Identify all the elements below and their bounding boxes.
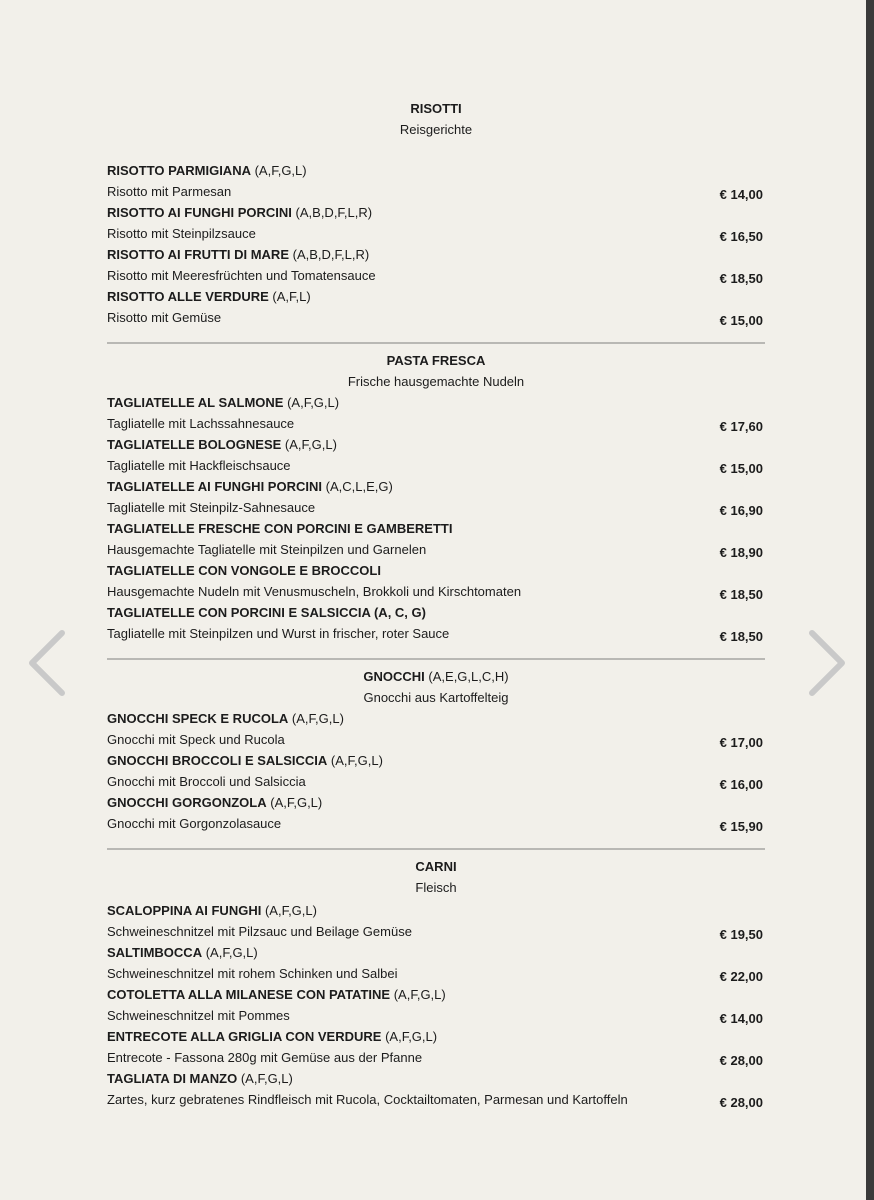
section-title: CARNI: [415, 859, 457, 874]
item-description: Risotto mit Parmesan: [107, 184, 232, 199]
menu-item: [107, 160, 765, 202]
menu-item: [107, 286, 765, 328]
item-allergens: (A,F,L): [272, 289, 311, 304]
item-description: Hausgemachte Tagliatelle mit Steinpilzen und Garnelen: [107, 542, 427, 557]
item-price: € 15,90: [719, 819, 763, 834]
item-price: € 18,50: [719, 587, 763, 602]
item-description: Risotto mit Meeresfrüchten und Tomatensauce: [107, 268, 376, 283]
item-price: € 17,60: [719, 419, 763, 434]
item-price: € 28,00: [719, 1053, 763, 1068]
item-price: € 19,50: [719, 927, 763, 942]
menu-item: [107, 560, 765, 602]
item-description: Zartes, kurz gebratenes Rindfleisch mit Rucola, Cocktailtomaten, Parmesan und Kartoffeln: [107, 1092, 628, 1107]
item-name: GNOCCHI SPECK E RUCOLA: [107, 711, 289, 726]
item-name: COTOLETTA ALLA MILANESE CON PATATINE: [107, 987, 391, 1002]
item-allergens: (A,F,G,L): [287, 395, 340, 410]
chevron-right-icon: [808, 630, 848, 696]
item-allergens: (A,C,L,E,G): [325, 479, 393, 494]
item-price: € 16,00: [719, 777, 763, 792]
item-description: Tagliatelle mit Lachssahnesauce: [107, 416, 295, 431]
menu-item: [107, 202, 765, 244]
menu-item: [107, 792, 765, 834]
item-allergens: (A,F,G,L): [330, 753, 383, 768]
section-header: [107, 98, 765, 140]
item-price: € 18,50: [719, 629, 763, 644]
menu-item: [107, 942, 765, 984]
item-allergens: (A,B,D,F,L,R): [292, 247, 370, 262]
item-description: Gnocchi mit Speck und Rucola: [107, 732, 285, 747]
item-name: RISOTTO PARMIGIANA: [107, 163, 251, 178]
item-allergens: (A,F,G,L): [264, 903, 317, 918]
window-edge: [866, 0, 874, 1200]
item-price: € 15,00: [719, 313, 763, 328]
item-allergens: (A,F,G,L): [291, 711, 344, 726]
item-price: € 14,00: [719, 1011, 763, 1026]
section-title: GNOCCHI: [363, 669, 425, 684]
section-header: [107, 856, 765, 898]
item-description: Tagliatelle mit Steinpilzen und Wurst in frischer, roter Sauce: [107, 626, 450, 641]
item-description: Tagliatelle mit Hackfleischsauce: [107, 458, 291, 473]
item-name: RISOTTO AI FRUTTI DI MARE: [107, 247, 289, 262]
menu-content: [107, 98, 765, 1110]
menu-item: [107, 392, 765, 434]
section-carni: [107, 856, 765, 1110]
item-name: SALTIMBOCCA: [107, 945, 203, 960]
menu-item: [107, 1026, 765, 1068]
chevron-left-icon: [26, 630, 66, 696]
item-description: Tagliatelle mit Steinpilz-Sahnesauce: [107, 500, 316, 515]
item-price: € 16,90: [719, 503, 763, 518]
item-description: Schweineschnitzel mit Pommes: [107, 1008, 290, 1023]
menu-item: [107, 476, 765, 518]
section-subtitle: Reisgerichte: [399, 122, 473, 137]
menu-item: [107, 518, 765, 560]
section-header: [107, 350, 765, 392]
item-description: Gnocchi mit Broccoli und Salsiccia: [107, 774, 306, 789]
menu-item: [107, 984, 765, 1026]
menu-item: [107, 244, 765, 286]
item-name: ENTRECOTE ALLA GRIGLIA CON VERDURE: [107, 1029, 382, 1044]
prev-page-button[interactable]: [26, 628, 66, 698]
item-description: Schweineschnitzel mit Pilzsauc und Beilage Gemüse: [107, 924, 412, 939]
item-price: € 28,00: [719, 1095, 763, 1110]
item-price: € 17,00: [719, 735, 763, 750]
item-allergens: (A,F,G,L): [270, 795, 323, 810]
section-subtitle: Frische hausgemachte Nudeln: [347, 374, 525, 389]
section-subtitle: Fleisch: [415, 880, 457, 895]
menu-item: [107, 1068, 765, 1110]
item-allergens: (A,F,G,L): [284, 437, 337, 452]
item-allergens: (A,F,G,L): [254, 163, 307, 178]
item-description: Risotto mit Steinpilzsauce: [107, 226, 256, 241]
item-price: € 22,00: [719, 969, 763, 984]
item-allergens: (A,F,G,L): [240, 1071, 293, 1086]
item-description: Entrecote - Fassona 280g mit Gemüse aus der Pfanne: [107, 1050, 423, 1065]
item-name: TAGLIATELLE AL SALMONE: [107, 395, 284, 410]
item-name: RISOTTO ALLE VERDURE: [107, 289, 269, 304]
item-name: TAGLIATELLE FRESCHE CON PORCINI E GAMBERETTI: [107, 521, 453, 536]
menu-item: [107, 602, 765, 644]
item-name: TAGLIATELLE AI FUNGHI PORCINI: [107, 479, 322, 494]
next-page-button[interactable]: [808, 628, 848, 698]
section-allergens: (A,E,G,L,C,H): [428, 669, 509, 684]
item-description: Risotto mit Gemüse: [107, 310, 222, 325]
section-title: RISOTTI: [410, 101, 462, 116]
section-title: PASTA FRESCA: [386, 353, 486, 368]
section-header: [107, 666, 765, 708]
item-name: TAGLIATELLE CON VONGOLE E BROCCOLI: [107, 563, 381, 578]
item-description: Schweineschnitzel mit rohem Schinken und Salbei: [107, 966, 398, 981]
item-allergens: (A,F,G,L): [385, 1029, 438, 1044]
item-name: TAGLIATELLE BOLOGNESE: [107, 437, 282, 452]
menu-item: [107, 900, 765, 942]
item-description: Gnocchi mit Gorgonzolasauce: [107, 816, 282, 831]
menu-item: [107, 750, 765, 792]
item-price: € 16,50: [719, 229, 763, 244]
section-pasta-fresca: [107, 350, 765, 644]
item-price: € 18,90: [719, 545, 763, 560]
item-price: € 18,50: [719, 271, 763, 286]
section-subtitle: Gnocchi aus Kartoffelteig: [363, 690, 509, 705]
item-price: € 15,00: [719, 461, 763, 476]
item-description: Hausgemachte Nudeln mit Venusmuscheln, Brokkoli und Kirschtomaten: [107, 584, 522, 599]
item-price: € 14,00: [719, 187, 763, 202]
item-name: TAGLIATELLE CON PORCINI E SALSICCIA (A, C, G): [107, 605, 426, 620]
item-allergens: (A,F,G,L): [393, 987, 446, 1002]
item-name: GNOCCHI GORGONZOLA: [107, 795, 267, 810]
section-gnocchi: [107, 666, 765, 834]
section-risotti: [107, 98, 765, 328]
item-name: TAGLIATA DI MANZO: [107, 1071, 238, 1086]
menu-item: [107, 708, 765, 750]
item-name: RISOTTO AI FUNGHI PORCINI: [107, 205, 292, 220]
menu-item: [107, 434, 765, 476]
item-allergens: (A,B,D,F,L,R): [295, 205, 373, 220]
item-name: SCALOPPINA AI FUNGHI: [107, 903, 262, 918]
item-allergens: (A,F,G,L): [205, 945, 258, 960]
item-name: GNOCCHI BROCCOLI E SALSICCIA: [107, 753, 328, 768]
